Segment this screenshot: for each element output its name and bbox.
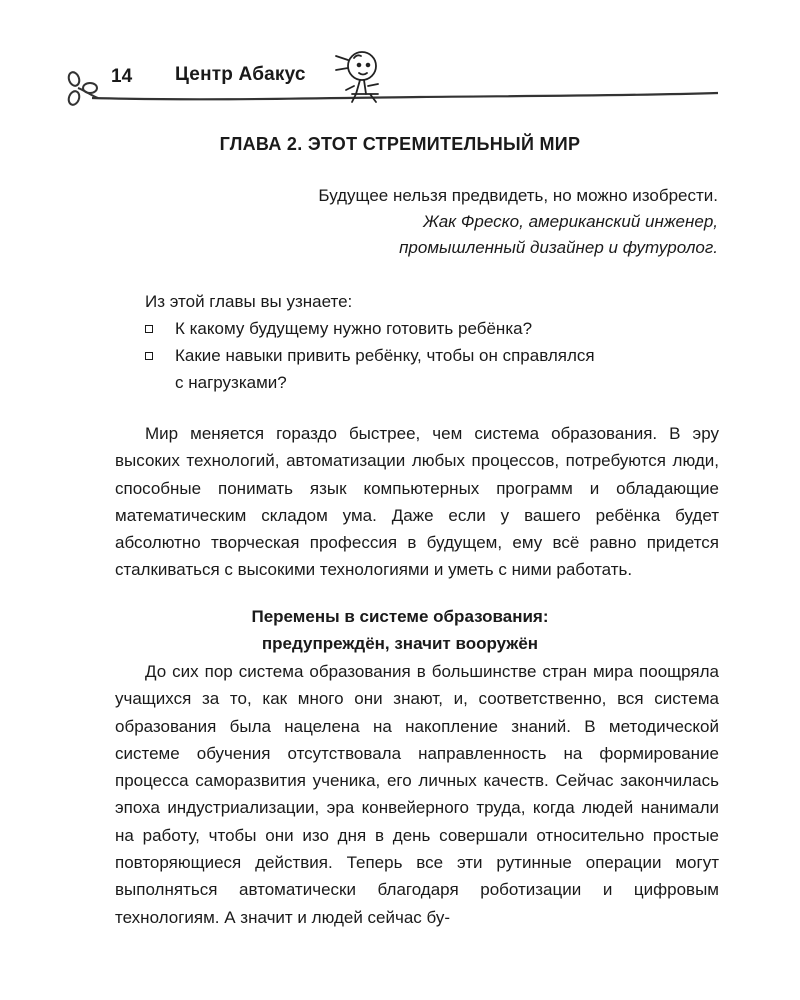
child-mascot-icon xyxy=(330,46,390,108)
list-item xyxy=(0,315,800,342)
list-item-text: К какому будущему нужно готовить ребёнка? xyxy=(175,319,533,338)
chapter-intro-lead: Из этой главы вы узнаете: xyxy=(145,292,353,311)
list-item-continuation: с нагрузками? xyxy=(175,373,287,392)
square-bullet-icon xyxy=(145,325,153,333)
section-heading-line1: Перемены в системе образования: xyxy=(251,607,549,626)
section-heading-line2: предупреждён, значит вооружён xyxy=(261,634,539,653)
epigraph-quote: Будущее нельзя предвидеть, но можно изобрести. xyxy=(318,186,718,205)
book-title: Центр Абакус xyxy=(175,64,306,85)
epigraph-attribution-line1: Жак Фреско, американский инженер, xyxy=(423,212,718,231)
epigraph-attribution-line2: промышленный дизайнер и футуролог. xyxy=(399,238,718,257)
body-paragraph: Мир меняется гораздо быстрее, чем система образования. В эру высоких технологий, автоматизации любых процессов, потребуются люди, способные понимать язык компьютерных программ и обладающие математическим складом ума. Даже если у вашего ребёнка будет абсолютно творческая профессия в будущем, ему всё равно придется сталкиваться с высокими технологиями и уметь с ними работать. xyxy=(115,424,719,580)
flower-icon xyxy=(62,68,107,113)
body-paragraph: До сих пор система образования в большинстве стран мира поощряла учащихся за то, как много они знают, и, соответственно, вся система образования была нацелена на накопление знаний. В методической системе обучения отсутствовала направленность на формирование процесса саморазвития ученика, его личных качеств. Сейчас закончилась эпоха индустриализации, эра конвейерного труда, когда людей нанимали на работу, чтобы они изо дня в день совершали относительно простые повторяющиеся действия. Теперь все эти рутинные операции могут выполняться автоматически благодаря роботизации и цифровым технологиям. А значит и людей сейчас бу- xyxy=(115,662,719,927)
epigraph xyxy=(318,183,718,261)
header-rule xyxy=(0,0,800,120)
page-number: 14 xyxy=(111,66,133,87)
running-header xyxy=(0,0,800,120)
list-item xyxy=(0,342,800,392)
chapter-goals-list xyxy=(0,315,800,392)
chapter-title: ГЛАВА 2. ЭТОТ СТРЕМИТЕЛЬНЫЙ МИР xyxy=(219,134,581,154)
list-item-text: Какие навыки привить ребёнку, чтобы он справлялся xyxy=(175,346,595,365)
square-bullet-icon xyxy=(145,352,153,360)
